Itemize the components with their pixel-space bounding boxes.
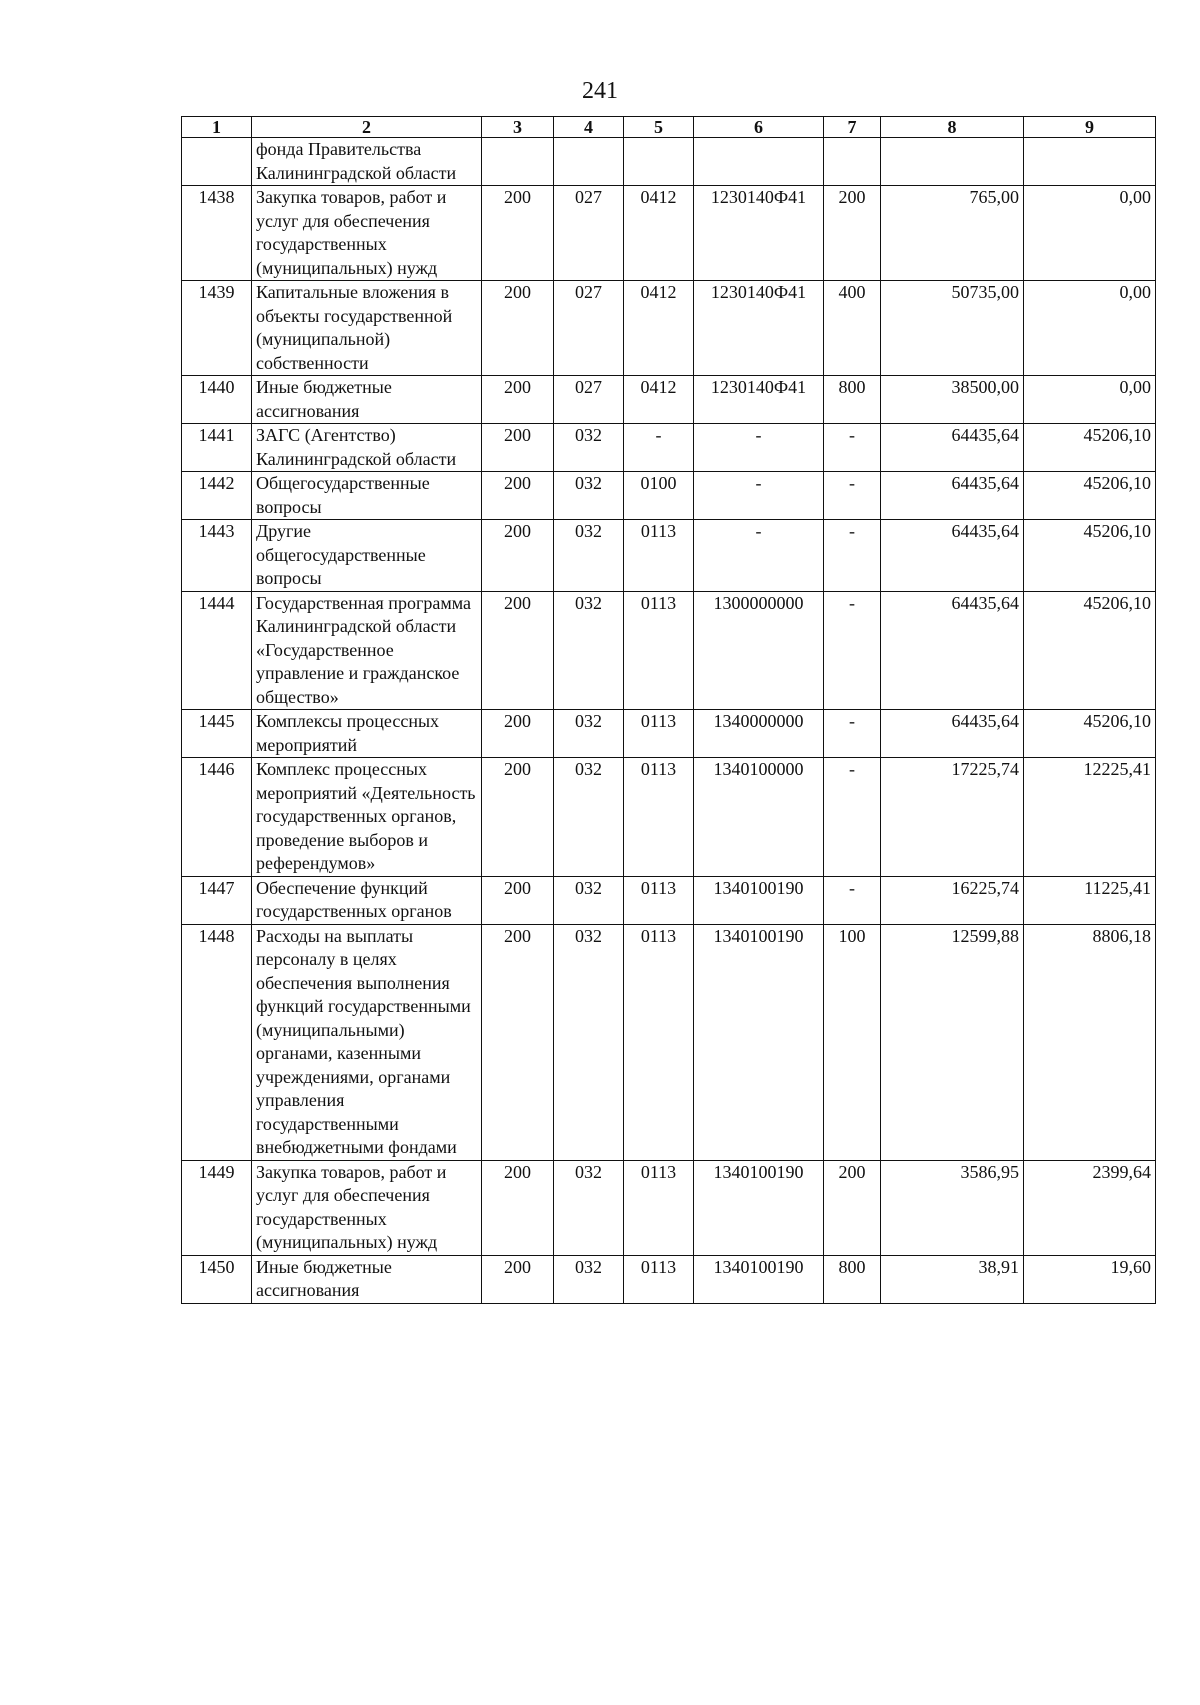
cell-col7: -: [824, 758, 881, 877]
cell-col4: 032: [554, 520, 624, 592]
row-number: 1446: [182, 758, 252, 877]
row-name: Закупка товаров, работ и услуг для обеспечения государственных (муниципальных) нужд: [252, 186, 482, 281]
cell-amount-8: 16225,74: [881, 876, 1024, 924]
row-number: [182, 138, 252, 186]
cell-col3: 200: [482, 520, 554, 592]
cell-col6: 1230140Ф41: [694, 281, 824, 376]
cell-col6: 1230140Ф41: [694, 186, 824, 281]
row-name: Обеспечение функций государственных органов: [252, 876, 482, 924]
page-number: 241: [582, 78, 618, 104]
cell-col6: 1300000000: [694, 591, 824, 710]
row-name: Расходы на выплаты персоналу в целях обеспечения выполнения функций государственными (муниципальными) органами, казенными учреждениями, органами управления государственными внебюджетными фондами: [252, 924, 482, 1160]
table-row: [182, 424, 1156, 472]
cell-amount-8: [881, 138, 1024, 186]
cell-amount-9: 2399,64: [1024, 1160, 1156, 1255]
cell-amount-9: 45206,10: [1024, 710, 1156, 758]
table-row: [182, 520, 1156, 592]
cell-col3: 200: [482, 281, 554, 376]
cell-col4: 032: [554, 591, 624, 710]
cell-col6: 1340100000: [694, 758, 824, 877]
row-name: Государственная программа Калининградской области «Государственное управление и гражданское общество»: [252, 591, 482, 710]
cell-amount-9: [1024, 138, 1156, 186]
row-number: 1444: [182, 591, 252, 710]
col-header: 1: [182, 117, 252, 138]
table-row: [182, 186, 1156, 281]
cell-col7: [824, 138, 881, 186]
cell-col4: 027: [554, 186, 624, 281]
cell-col7: -: [824, 520, 881, 592]
cell-amount-9: 0,00: [1024, 186, 1156, 281]
cell-col7: 200: [824, 1160, 881, 1255]
cell-col6: [694, 138, 824, 186]
cell-col3: 200: [482, 710, 554, 758]
cell-col3: 200: [482, 472, 554, 520]
cell-col4: [554, 138, 624, 186]
cell-col7: 800: [824, 376, 881, 424]
cell-col5: 0113: [624, 1255, 694, 1303]
row-number: 1439: [182, 281, 252, 376]
col-header: 8: [881, 117, 1024, 138]
cell-col5: -: [624, 424, 694, 472]
cell-col5: 0412: [624, 186, 694, 281]
row-number: 1438: [182, 186, 252, 281]
cell-col6: 1340100190: [694, 924, 824, 1160]
row-name: Другие общегосударственные вопросы: [252, 520, 482, 592]
table-row: [182, 924, 1156, 1160]
cell-amount-8: 50735,00: [881, 281, 1024, 376]
col-header: 3: [482, 117, 554, 138]
row-number: 1442: [182, 472, 252, 520]
col-header: 5: [624, 117, 694, 138]
cell-col7: 200: [824, 186, 881, 281]
cell-col6: 1340100190: [694, 1255, 824, 1303]
cell-col3: 200: [482, 876, 554, 924]
cell-col3: 200: [482, 758, 554, 877]
cell-col7: -: [824, 876, 881, 924]
row-name: Капитальные вложения в объекты государственной (муниципальной) собственности: [252, 281, 482, 376]
col-header: 9: [1024, 117, 1156, 138]
cell-col4: 032: [554, 710, 624, 758]
cell-col5: 0100: [624, 472, 694, 520]
cell-col7: -: [824, 710, 881, 758]
table-row: [182, 1255, 1156, 1303]
cell-amount-8: 3586,95: [881, 1160, 1024, 1255]
cell-col4: 032: [554, 472, 624, 520]
col-header: 7: [824, 117, 881, 138]
cell-amount-9: 8806,18: [1024, 924, 1156, 1160]
cell-col3: 200: [482, 1255, 554, 1303]
cell-amount-9: 45206,10: [1024, 424, 1156, 472]
cell-col4: 027: [554, 376, 624, 424]
cell-amount-9: 45206,10: [1024, 472, 1156, 520]
cell-amount-8: 12599,88: [881, 924, 1024, 1160]
table-row: [182, 710, 1156, 758]
cell-col6: -: [694, 520, 824, 592]
budget-table: [181, 116, 1156, 1304]
cell-col3: 200: [482, 924, 554, 1160]
cell-col4: 032: [554, 1255, 624, 1303]
cell-col3: 200: [482, 186, 554, 281]
cell-col5: 0412: [624, 281, 694, 376]
cell-col5: 0113: [624, 591, 694, 710]
row-name: Общегосударственные вопросы: [252, 472, 482, 520]
cell-col6: -: [694, 424, 824, 472]
row-number: 1443: [182, 520, 252, 592]
cell-col7: -: [824, 424, 881, 472]
cell-amount-9: 0,00: [1024, 281, 1156, 376]
cell-col6: -: [694, 472, 824, 520]
cell-amount-8: 17225,74: [881, 758, 1024, 877]
cell-amount-9: 11225,41: [1024, 876, 1156, 924]
row-number: 1440: [182, 376, 252, 424]
cell-col7: -: [824, 591, 881, 710]
cell-amount-8: 64435,64: [881, 520, 1024, 592]
row-name: ЗАГС (Агентство) Калининградской области: [252, 424, 482, 472]
cell-amount-9: 0,00: [1024, 376, 1156, 424]
row-number: 1448: [182, 924, 252, 1160]
cell-amount-8: 38500,00: [881, 376, 1024, 424]
cell-col3: 200: [482, 424, 554, 472]
cell-col5: 0113: [624, 758, 694, 877]
cell-amount-8: 64435,64: [881, 591, 1024, 710]
row-number: 1450: [182, 1255, 252, 1303]
cell-col7: 800: [824, 1255, 881, 1303]
cell-col3: 200: [482, 1160, 554, 1255]
table-row: [182, 876, 1156, 924]
cell-col3: [482, 138, 554, 186]
cell-col5: [624, 138, 694, 186]
cell-col6: 1340100190: [694, 876, 824, 924]
cell-amount-9: 45206,10: [1024, 520, 1156, 592]
cell-col4: 032: [554, 424, 624, 472]
cell-col5: 0113: [624, 924, 694, 1160]
cell-amount-9: 12225,41: [1024, 758, 1156, 877]
row-number: 1449: [182, 1160, 252, 1255]
cell-col4: 027: [554, 281, 624, 376]
row-name: фонда Правительства Калининградской области: [252, 138, 482, 186]
cell-col4: 032: [554, 876, 624, 924]
cell-col4: 032: [554, 1160, 624, 1255]
cell-col5: 0113: [624, 1160, 694, 1255]
row-name: Комплекс процессных мероприятий «Деятельность государственных органов, проведение выборов и референдумов»: [252, 758, 482, 877]
cell-col5: 0113: [624, 710, 694, 758]
row-number: 1445: [182, 710, 252, 758]
cell-amount-9: 19,60: [1024, 1255, 1156, 1303]
row-number: 1447: [182, 876, 252, 924]
cell-col7: -: [824, 472, 881, 520]
cell-col3: 200: [482, 591, 554, 710]
cell-amount-8: 64435,64: [881, 710, 1024, 758]
table-row: [182, 376, 1156, 424]
table-row: [182, 1160, 1156, 1255]
row-name: Закупка товаров, работ и услуг для обеспечения государственных (муниципальных) нужд: [252, 1160, 482, 1255]
table-row: [182, 138, 1156, 186]
cell-col7: 100: [824, 924, 881, 1160]
cell-amount-9: 45206,10: [1024, 591, 1156, 710]
cell-col5: 0412: [624, 376, 694, 424]
cell-col4: 032: [554, 924, 624, 1160]
cell-amount-8: 64435,64: [881, 424, 1024, 472]
table-row: [182, 591, 1156, 710]
header-row: [182, 117, 1156, 138]
row-name: Иные бюджетные ассигнования: [252, 376, 482, 424]
cell-amount-8: 38,91: [881, 1255, 1024, 1303]
cell-col3: 200: [482, 376, 554, 424]
col-header: 4: [554, 117, 624, 138]
cell-col5: 0113: [624, 520, 694, 592]
cell-amount-8: 64435,64: [881, 472, 1024, 520]
row-name: Комплексы процессных мероприятий: [252, 710, 482, 758]
cell-amount-8: 765,00: [881, 186, 1024, 281]
cell-col6: 1230140Ф41: [694, 376, 824, 424]
row-name: Иные бюджетные ассигнования: [252, 1255, 482, 1303]
cell-col6: 1340000000: [694, 710, 824, 758]
col-header: 2: [252, 117, 482, 138]
table-row: [182, 281, 1156, 376]
table-row: [182, 758, 1156, 877]
cell-col4: 032: [554, 758, 624, 877]
col-header: 6: [694, 117, 824, 138]
cell-col6: 1340100190: [694, 1160, 824, 1255]
table-row: [182, 472, 1156, 520]
cell-col7: 400: [824, 281, 881, 376]
cell-col5: 0113: [624, 876, 694, 924]
row-number: 1441: [182, 424, 252, 472]
